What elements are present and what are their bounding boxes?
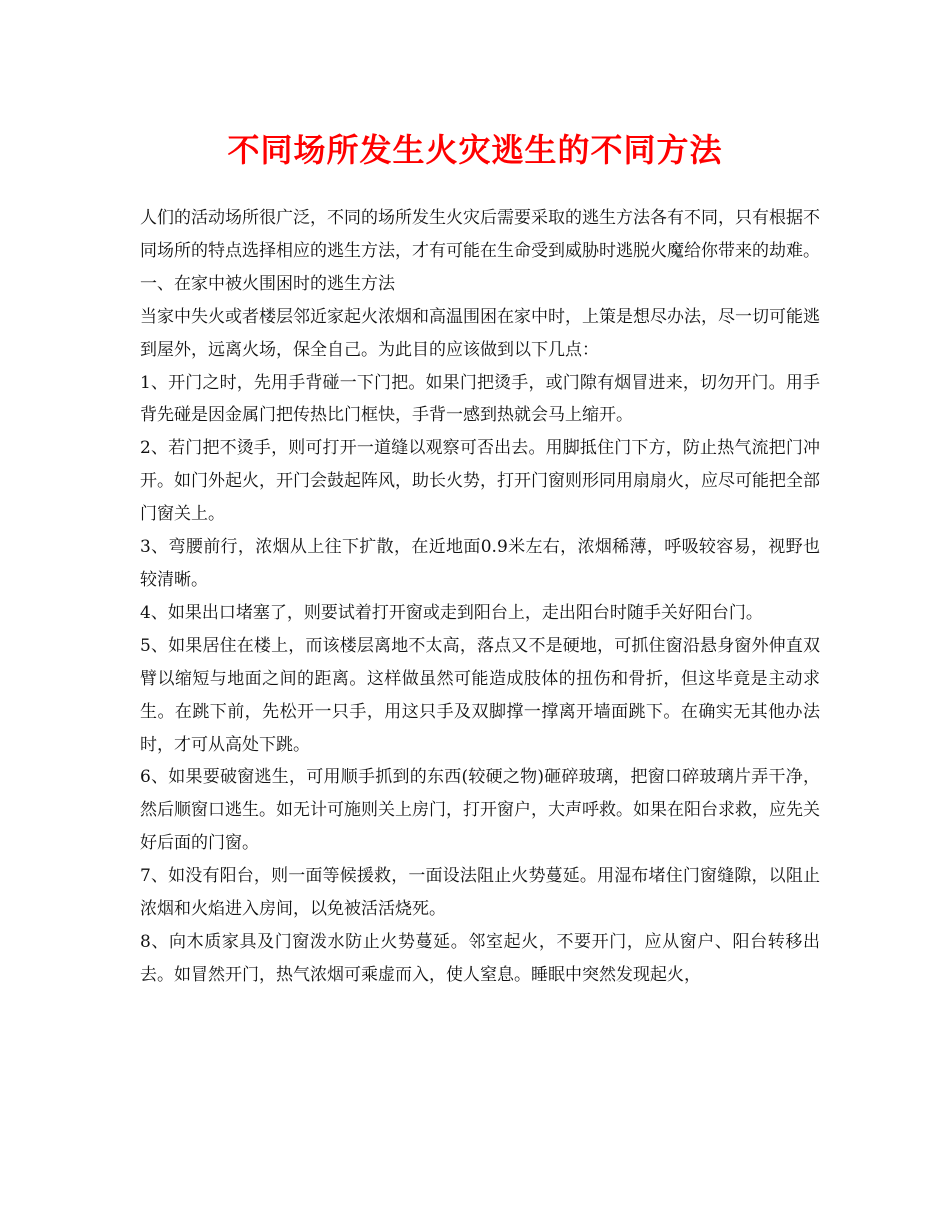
- list-item-3: 3、弯腰前行，浓烟从上往下扩散，在近地面0.9米左右，浓烟稀薄，呼吸较容易，视野也较清晰。: [140, 537, 820, 590]
- document-body: [140, 202, 820, 992]
- list-item-5: 5、如果居住在楼上，而该楼层离地不太高，落点又不是硬地，可抓住窗沿悬身窗外伸直双臂以缩短与地面之间的距离。这样做虽然可能造成肢体的扭伤和骨折，但这毕竟是主动求生。在跳下前，先松开一只手，用这只手及双脚撑一撑离开墙面跳下。在确实无其他办法时，才可从高处下跳。: [140, 635, 820, 755]
- list-item-6: 6、如果要破窗逃生，可用顺手抓到的东西(较硬之物)砸碎玻璃，把窗口碎玻璃片弄干净，然后顺窗口逃生。如无计可施则关上房门，打开窗户，大声呼救。如果在阳台求救，应先关好后面的门窗。: [140, 767, 820, 854]
- list-item-2: 2、若门把不烫手，则可打开一道缝以观察可否出去。用脚抵住门下方，防止热气流把门冲开。如门外起火，开门会鼓起阵风，助长火势，打开门窗则形同用扇扇火，应尽可能把全部门窗关上。: [140, 438, 820, 525]
- list-item-4: 4、如果出口堵塞了，则要试着打开窗或走到阳台上，走出阳台时随手关好阳台门。: [140, 602, 763, 623]
- section-heading: 一、在家中被火围困时的逃生方法: [140, 273, 395, 294]
- list-item-8: 8、向木质家具及门窗泼水防止火势蔓延。邻室起火，不要开门，应从窗户、阳台转移出去。如冒然开门，热气浓烟可乘虚而入，使人窒息。睡眠中突然发现起火，: [140, 931, 820, 985]
- document-title: 不同场所发生火灾逃生的不同方法: [227, 131, 723, 169]
- intro-paragraph: 人们的活动场所很广泛，不同的场所发生火灾后需要采取的逃生方法各有不同，只有根据不同场所的特点选择相应的逃生方法，才有可能在生命受到威胁时逃脱火魔给你带来的劫难。: [140, 208, 820, 261]
- list-item-7: 7、如没有阳台，则一面等候援救，一面设法阻止火势蔓延。用湿布堵住门窗缝隙，以阻止浓烟和火焰进入房间，以免被活活烧死。: [140, 866, 820, 920]
- section-intro-paragraph: 当家中失火或者楼层邻近家起火浓烟和高温围困在家中时，上策是想尽办法，尽一切可能逃到屋外，远离火场，保全自己。为此目的应该做到以下几点：: [140, 306, 820, 360]
- list-item-1: 1、开门之时，先用手背碰一下门把。如果门把烫手，或门隙有烟冒进来，切勿开门。用手背先碰是因金属门把传热比门框快，手背一感到热就会马上缩开。: [140, 372, 820, 426]
